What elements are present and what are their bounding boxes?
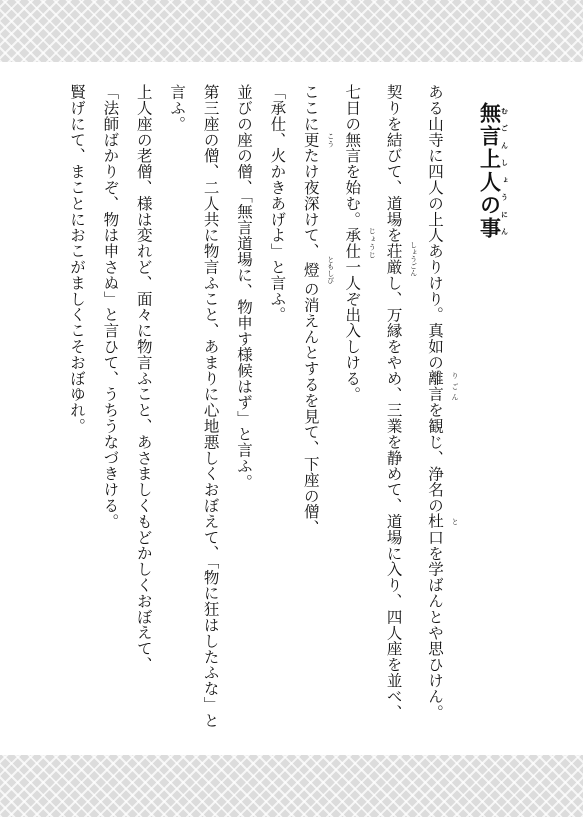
ruby-word	[301, 131, 335, 148]
ruby-base: 杜	[426, 513, 444, 530]
text-line	[418, 84, 459, 744]
text-run: の消えんとするを見て、下座の僧、	[301, 280, 320, 536]
text-line	[160, 84, 193, 744]
ruby-base: 離言	[426, 370, 444, 403]
ruby-reading: と	[451, 513, 459, 530]
ruby-word	[426, 370, 459, 403]
text-run: 「法師ばかりぞ、物は申さぬ」と言ひて、うちうなづきける。	[101, 84, 120, 530]
text-run: 「承仕、火かきあげよ」と言ふ。	[268, 84, 287, 323]
text-line	[93, 84, 126, 744]
text-line	[376, 84, 417, 744]
ruby-reading: じょうじ	[368, 227, 377, 259]
text-run: たけ夜深けて、	[301, 147, 320, 259]
text-run: を観じ、浄名の	[426, 402, 444, 514]
text-run: し、万縁をやめ、三業を静めて、道場に入り、四人座を並べ、	[384, 274, 403, 721]
title-reading: むごんしょうにん	[500, 102, 510, 240]
text-line	[260, 84, 293, 744]
title-text: 無言上人の事	[477, 102, 503, 240]
text-run: 一人ぞ出入しける。	[343, 258, 362, 403]
ruby-reading: しょうごん	[409, 241, 418, 277]
text-run: 口を学ばんとや思ひけん。	[426, 529, 444, 721]
ruby-base: 承仕	[343, 227, 362, 259]
ruby-reading: こう	[326, 131, 335, 148]
ruby-base: 更	[301, 131, 320, 148]
text-line	[60, 84, 93, 744]
text-line	[227, 84, 260, 744]
text-line	[335, 84, 376, 744]
decorative-top-band	[0, 0, 583, 62]
text-run: 第三座の僧、二人共に物言ふこと、あまりに心地悪しくおぼえて、「物に狂はしたふな」と	[201, 84, 220, 729]
text-run: 契りを結びて、道場を	[384, 84, 403, 243]
decorative-bottom-band	[0, 755, 583, 817]
ruby-base: 燈	[301, 261, 320, 278]
text-run: ここに	[301, 84, 320, 132]
page-title	[478, 102, 510, 240]
ruby-base: 荘厳	[384, 243, 403, 275]
text-run: 賢げにて、まことにおこがましくこそおぼゆれ。	[67, 84, 86, 434]
text-line	[193, 84, 226, 744]
ruby-reading: りごん	[451, 370, 459, 403]
text-line	[293, 84, 334, 744]
text-run: 並びの座の僧、「無言道場に、物申す様候はず」と言ふ。	[234, 84, 253, 490]
ruby-reading: ともしび	[326, 255, 335, 284]
text-run: ある山寺に四人の上人ありけり。真如の	[426, 84, 444, 371]
text-run: 言ふ。	[168, 84, 187, 132]
title-ruby	[477, 102, 510, 240]
ruby-word	[426, 513, 459, 530]
body-text	[60, 84, 459, 744]
text-run: 上人座の老僧、様は変れど、面々に物言ふこと、あさましくもどかしくおぼえて、	[134, 84, 153, 673]
ruby-word	[384, 241, 418, 277]
ruby-word	[343, 227, 377, 259]
text-run: 七日の無言を始む。	[343, 84, 362, 228]
text-line	[126, 84, 159, 744]
ruby-word	[301, 255, 335, 284]
